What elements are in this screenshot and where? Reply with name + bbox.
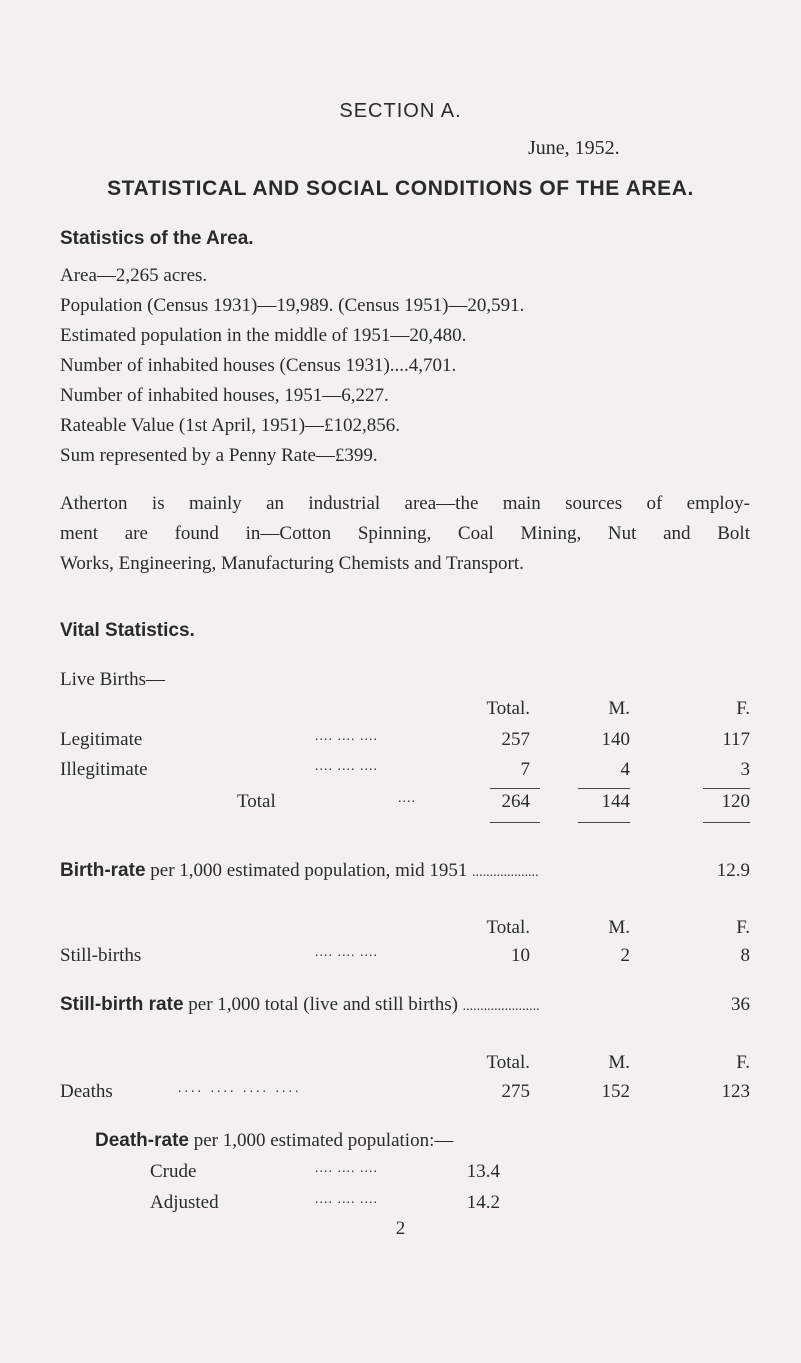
page-number: 2 (395, 1218, 406, 1239)
cell-m: 144 (601, 791, 630, 812)
industry-paragraph-line: ment are found in—Cotton Spinning, Coal Mining, Nut and Bolt (60, 523, 750, 544)
birth-rate-label: Birth-rate (60, 860, 146, 881)
col-header-f: F. (736, 698, 750, 719)
still-birth-rate-label: Still-birth rate (60, 994, 184, 1015)
col-header-total: Total. (486, 1052, 530, 1073)
cell-total: 264 (501, 791, 530, 812)
stats-line: Estimated population in the middle of 1951—20,480. (60, 325, 467, 346)
leader-dots: .... .... .... .... (178, 1081, 302, 1096)
leader-dots: .... .... .... (315, 759, 378, 774)
leader-dots: .... .... .... (315, 729, 378, 744)
row-label-legitimate: Legitimate (60, 729, 143, 750)
birth-rate-text: per 1,000 estimated population, mid 1951 (150, 860, 468, 881)
cell-m: 152 (601, 1081, 630, 1102)
report-date: June, 1952. (528, 137, 620, 159)
stats-line: Rateable Value (1st April, 1951)—£102,856. (60, 415, 401, 436)
crude-death-rate-value: 13.4 (466, 1161, 500, 1182)
cell-f: 120 (721, 791, 750, 812)
row-label-crude: Crude (150, 1161, 197, 1182)
cell-total: 10 (511, 945, 530, 966)
sum-rule (490, 822, 540, 823)
cell-f: 117 (722, 729, 750, 750)
birth-rate-value: 12.9 (716, 860, 750, 881)
sum-rule (578, 822, 630, 823)
vital-statistics-heading: Vital Statistics. (60, 620, 195, 641)
cell-m: 2 (620, 945, 630, 966)
row-label-still-births: Still-births (60, 945, 142, 966)
sum-rule (703, 822, 750, 823)
statistics-heading: Statistics of the Area. (60, 228, 254, 249)
row-label-total: Total (237, 791, 276, 812)
col-header-m: M. (608, 698, 630, 719)
leader-dots: .... .... .... (315, 1192, 378, 1207)
page-title: STATISTICAL AND SOCIAL CONDITIONS OF THE AREA. (107, 177, 694, 200)
col-header-f: F. (736, 1052, 750, 1073)
stats-line: Sum represented by a Penny Rate—£399. (60, 445, 378, 466)
industry-paragraph-line: Works, Engineering, Manufacturing Chemists and Transport. (60, 553, 524, 574)
leader-dots: .... .... .... (315, 1161, 378, 1176)
birth-rate-line (60, 860, 539, 882)
live-births-label: Live Births— (60, 669, 166, 690)
sum-rule (703, 788, 750, 789)
row-label-adjusted: Adjusted (150, 1192, 219, 1213)
cell-f: 3 (740, 759, 750, 780)
col-header-m: M. (608, 1052, 630, 1073)
cell-total: 7 (520, 759, 530, 780)
sum-rule (578, 788, 630, 789)
stats-line: Population (Census 1931)—19,989. (Census 1951)—20,591. (60, 295, 525, 316)
still-birth-rate-value: 36 (731, 994, 750, 1015)
stats-line: Number of inhabited houses (Census 1931)....4,701. (60, 355, 457, 376)
leader-dots: ...................... (462, 999, 540, 1014)
col-header-m: M. (608, 917, 630, 938)
row-label-illegitimate: Illegitimate (60, 759, 148, 780)
row-label-deaths: Deaths (60, 1081, 113, 1102)
cell-f: 8 (740, 945, 750, 966)
death-rate-label: Death-rate (95, 1130, 189, 1151)
leader-dots: .... (398, 791, 416, 806)
col-header-total: Total. (486, 698, 530, 719)
sum-rule (490, 788, 540, 789)
leader-dots: .... .... .... (315, 945, 378, 960)
stats-line: Area—2,265 acres. (60, 265, 208, 286)
cell-m: 140 (601, 729, 630, 750)
col-header-total: Total. (486, 917, 530, 938)
cell-m: 4 (620, 759, 630, 780)
section-heading: SECTION A. (339, 100, 462, 122)
leader-dots: ................... (472, 865, 539, 880)
stats-line: Number of inhabited houses, 1951—6,227. (60, 385, 389, 406)
cell-total: 257 (501, 729, 530, 750)
death-rate-line (95, 1130, 453, 1152)
col-header-f: F. (736, 917, 750, 938)
adjusted-death-rate-value: 14.2 (466, 1192, 500, 1213)
cell-f: 123 (721, 1081, 750, 1102)
cell-total: 275 (501, 1081, 530, 1102)
still-birth-rate-line (60, 994, 540, 1016)
death-rate-text: per 1,000 estimated population:— (193, 1130, 454, 1151)
industry-paragraph-line: Atherton is mainly an industrial area—the main sources of employ- (60, 493, 750, 514)
still-birth-rate-text: per 1,000 total (live and still births) (188, 994, 458, 1015)
